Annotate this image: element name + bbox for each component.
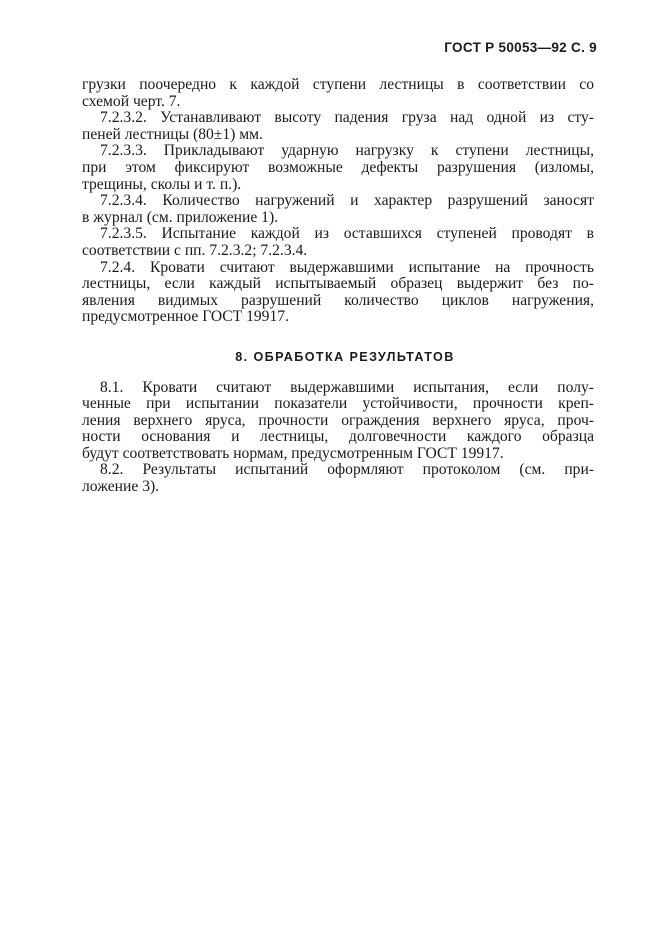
text-line: ченные при испытании показатели устойчивости, прочности креп- xyxy=(82,395,594,413)
text-line: будут соответствовать нормам, предусмотренным ГОСТ 19917. xyxy=(82,444,504,462)
text-line: 7.2.4. Кровати считают выдержавшими испытание на прочность xyxy=(100,258,594,276)
paragraph-7-2-3-2 xyxy=(82,110,594,143)
page-header xyxy=(444,40,597,55)
text-line: схемой черт. 7. xyxy=(82,92,181,110)
paragraph-7-2-3-3 xyxy=(82,143,594,193)
paragraph-8-1 xyxy=(82,380,594,463)
text-line: 7.2.3.5. Испытание каждой из оставшихся ступеней проводят в xyxy=(100,225,594,243)
text-line: ложение 3). xyxy=(82,478,160,496)
text-line: ности основания и лестницы, долговечности каждого образца xyxy=(82,428,594,446)
paragraph-7-2-3-1-continuation xyxy=(82,77,594,110)
text-line: соответствии с пп. 7.2.3.2; 7.2.3.4. xyxy=(82,241,308,259)
text-line: трещины, сколы и т. п.). xyxy=(82,175,242,193)
text-line: при этом фиксируют возможные дефекты разрушения (изломы, xyxy=(82,158,594,176)
text-line: 8.2. Результаты испытаний оформляют протоколом (см. при- xyxy=(100,461,594,479)
document-body xyxy=(82,77,594,496)
text-line: явления видимых разрушений количество циклов нагружения, xyxy=(82,291,594,309)
paragraph-7-2-3-4 xyxy=(82,193,594,226)
text-line: пеней лестницы (80±1) мм. xyxy=(82,125,263,143)
text-line: 8.1. Кровати считают выдержавшими испытания, если полу- xyxy=(100,378,594,396)
text-line: лестницы, если каждый испытываемый образец выдержит без по- xyxy=(82,275,594,293)
paragraph-7-2-4 xyxy=(82,260,594,326)
section-heading: 8. ОБРАБОТКА РЕЗУЛЬТАТОВ xyxy=(235,349,455,364)
paragraph-7-2-3-5 xyxy=(82,226,594,259)
text-line: 7.2.3.4. Количество нагружений и характер разрушений заносят xyxy=(100,192,594,210)
text-line: 7.2.3.3. Прикладывают ударную нагрузку к ступени лестницы, xyxy=(100,142,594,160)
text-line: предусмотренное ГОСТ 19917. xyxy=(82,308,289,326)
standard-number: ГОСТ Р 50053—92 С. 9 xyxy=(444,40,597,55)
text-line: 7.2.3.2. Устанавливают высоту падения груза над одной из сту- xyxy=(100,109,594,127)
paragraph-8-2 xyxy=(82,462,594,495)
text-line: грузки поочередно к каждой ступени лестницы в соответствии со xyxy=(82,76,594,93)
text-line: ления верхнего яруса, прочности ограждения верхнего яруса, проч- xyxy=(82,411,594,429)
text-line: в журнал (см. приложение 1). xyxy=(82,208,279,226)
